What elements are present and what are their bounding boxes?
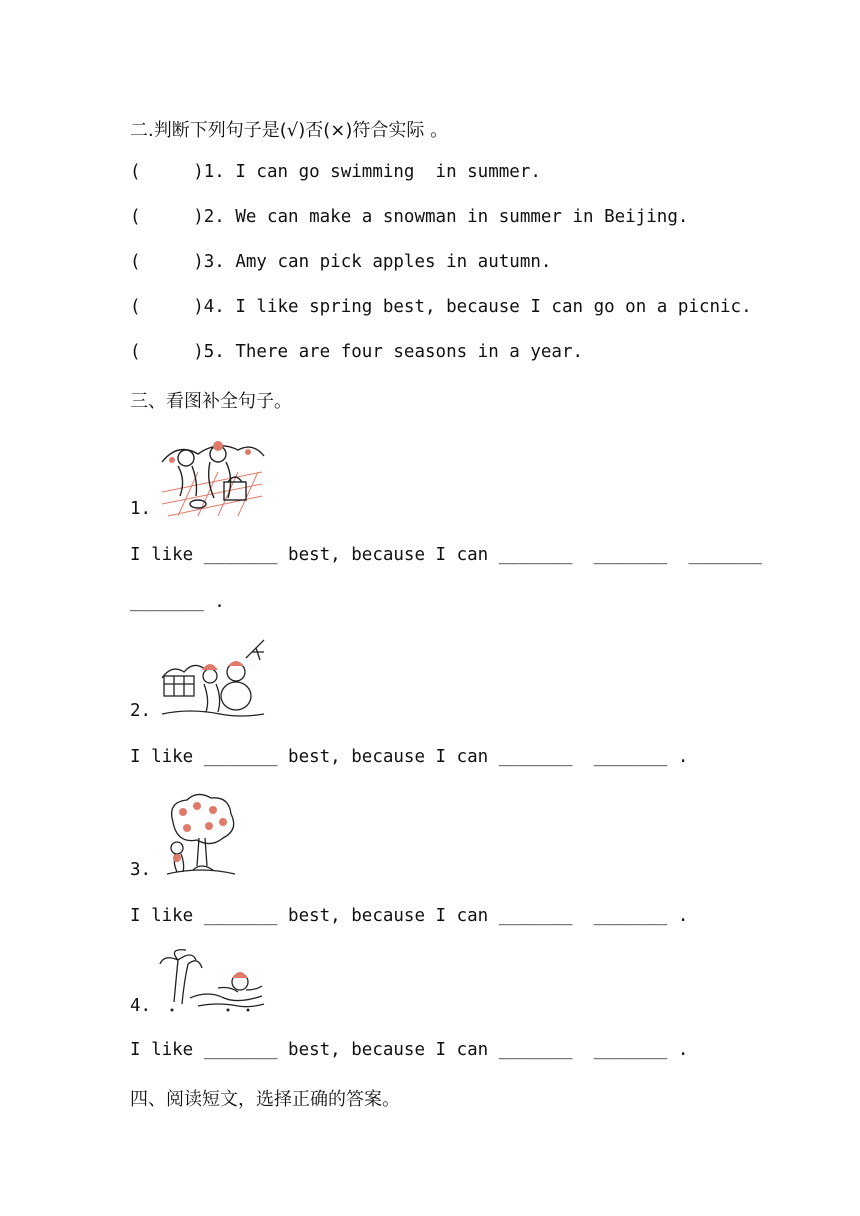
section3-heading: 三、看图补全句子。 — [130, 391, 292, 412]
q4-number: 4. — [130, 996, 152, 1016]
beach-swimming-illustration-icon — [158, 946, 266, 1014]
judge-item-5: ( )5. There are four seasons in a year. — [130, 342, 584, 362]
judge-item-1: ( )1. I can go swimming in summer. — [130, 162, 541, 182]
picnic-illustration-icon — [158, 432, 266, 520]
snowman-illustration-icon — [160, 638, 266, 720]
judge-item-3: ( )3. Amy can pick apples in autumn. — [130, 252, 552, 272]
judge-item-2: ( )2. We can make a snowman in summer in Beijing. — [130, 207, 689, 227]
apple-tree-illustration-icon — [163, 792, 239, 876]
section4-heading: 四、阅读短文，选择正确的答案。 — [130, 1089, 400, 1110]
q2-sentence: I like _______ best, because I can _______ _______ . — [130, 747, 689, 767]
q2-number: 2. — [130, 701, 152, 721]
q1-sentence-line2: _______ . — [130, 592, 225, 612]
q1-sentence-line1: I like _______ best, because I can _______ _______ _______ — [130, 545, 763, 565]
q3-number: 3. — [130, 860, 152, 880]
section2-heading: 二.判断下列句子是(√)否(×)符合实际 。 — [130, 120, 449, 141]
q1-number: 1. — [130, 499, 152, 519]
judge-item-4: ( )4. I like spring best, because I can go on a picnic. — [130, 297, 752, 317]
q3-sentence: I like _______ best, because I can _______ _______ . — [130, 906, 689, 926]
q4-sentence: I like _______ best, because I can _______ _______ . — [130, 1040, 689, 1060]
